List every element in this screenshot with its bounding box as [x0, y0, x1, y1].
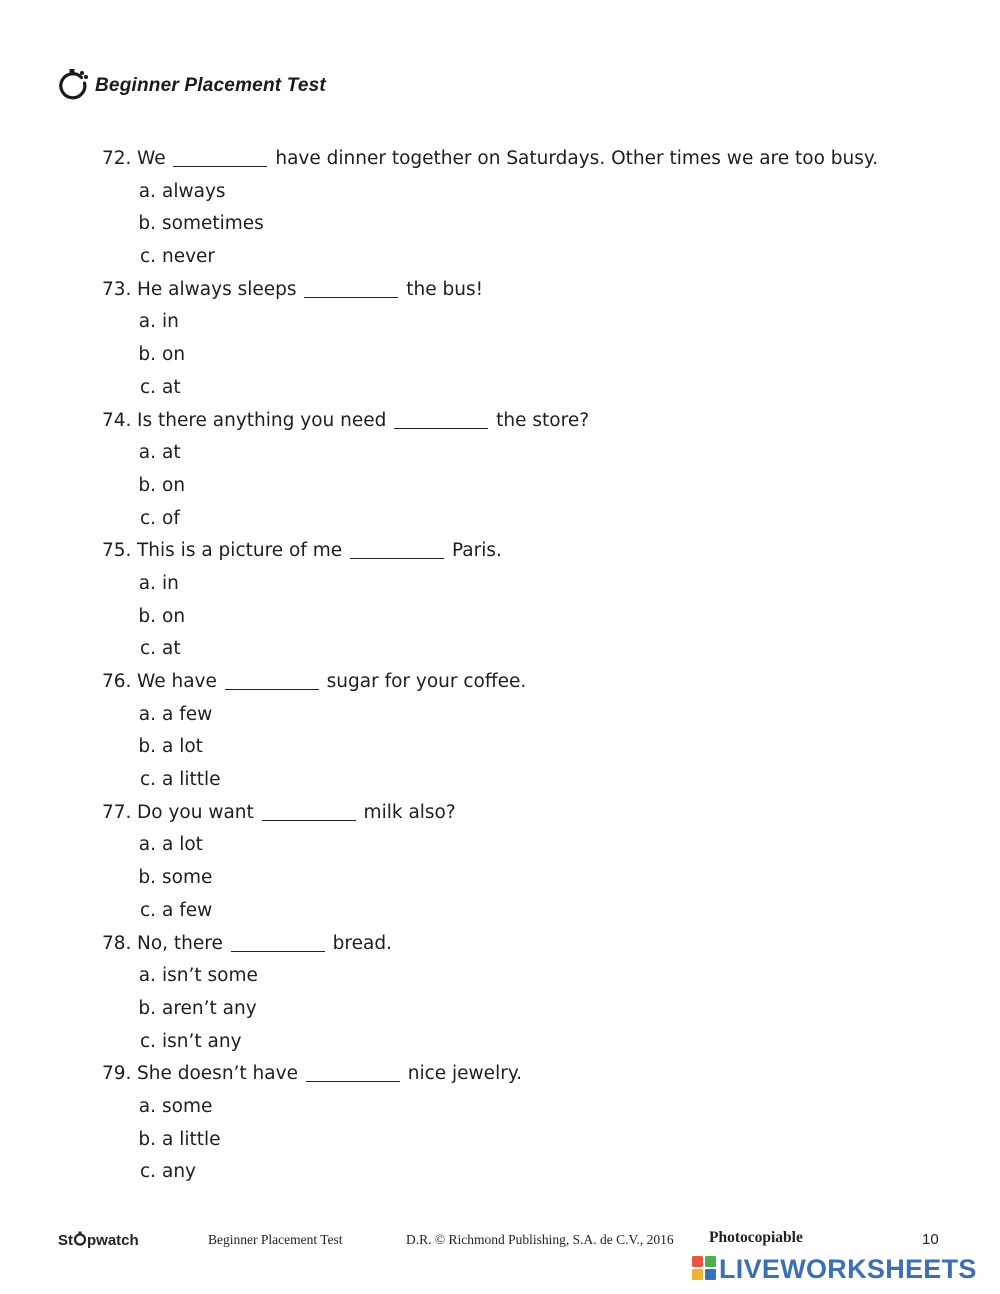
question-text-after: sugar for your coffee. [326, 671, 527, 692]
option-7-2 [102, 1156, 962, 1189]
option-1-0 [102, 306, 962, 339]
question-text-before: We [137, 148, 166, 169]
option-4-0 [102, 699, 962, 732]
question-text-after: bread. [332, 932, 392, 954]
option-text: a little [162, 1128, 221, 1150]
option-letter: a. [138, 442, 156, 464]
question-2 [102, 405, 962, 438]
option-text: at [162, 376, 181, 398]
option-text: in [162, 572, 179, 594]
option-4-1 [102, 731, 962, 764]
question-text-after: Paris. [451, 540, 502, 562]
question-number: 74. [102, 409, 132, 431]
option-letter: c. [139, 1161, 156, 1183]
question-text-before: Is there anything you need [137, 409, 387, 431]
question-text-after: the bus! [406, 278, 484, 300]
option-6-1 [102, 993, 962, 1026]
question-number: 72. [102, 148, 132, 169]
option-letter: a. [138, 311, 156, 333]
stopwatch-logo [58, 1231, 139, 1250]
option-4-2 [102, 764, 962, 797]
option-text: a few [162, 899, 213, 921]
option-0-2 [102, 241, 962, 274]
option-letter: c. [139, 638, 156, 660]
answer-blank [394, 427, 488, 429]
option-letter: b. [138, 867, 156, 889]
option-text: never [162, 246, 216, 268]
question-text-before: He always sleeps [137, 278, 297, 300]
option-text: isn’t some [162, 965, 258, 987]
option-letter: b. [138, 605, 156, 627]
brand-text-end: pwatch [87, 1232, 139, 1249]
option-letter: b. [138, 474, 156, 496]
page-number: 10 [922, 1231, 939, 1248]
option-6-0 [102, 960, 962, 993]
option-7-1 [102, 1124, 962, 1157]
option-letter: b. [138, 213, 156, 235]
option-5-1 [102, 862, 962, 895]
question-7 [102, 1058, 962, 1091]
option-text: any [162, 1161, 197, 1183]
option-text: some [162, 867, 213, 889]
option-text: on [162, 605, 186, 627]
question-1 [102, 274, 962, 307]
question-5 [102, 797, 962, 830]
option-5-0 [102, 829, 962, 862]
page-title: Beginner Placement Test [95, 75, 326, 96]
option-letter: c. [139, 769, 156, 791]
option-letter: c. [139, 507, 156, 529]
question-text-before: She doesn’t have [137, 1063, 298, 1085]
footer-copyright: D.R. © Richmond Publishing, S.A. de C.V., 2016 [406, 1232, 674, 1247]
footer-test-name: Beginner Placement Test [208, 1232, 343, 1247]
option-2-1 [102, 470, 962, 503]
answer-blank [304, 296, 398, 298]
answer-blank [231, 950, 325, 952]
option-1-2 [102, 372, 962, 405]
question-number: 76. [102, 671, 132, 692]
option-letter: c. [139, 899, 156, 921]
option-2-2 [102, 503, 962, 536]
option-letter: b. [138, 344, 156, 366]
option-letter: a. [138, 703, 156, 725]
option-text: sometimes [162, 213, 264, 235]
question-text-before: We have [137, 671, 217, 692]
option-text: isn’t any [162, 1030, 242, 1052]
option-text: of [162, 507, 180, 529]
stopwatch-o-icon [73, 1231, 87, 1250]
question-text-after: have dinner together on Saturdays. Other times we are too busy. [275, 148, 879, 169]
option-7-0 [102, 1091, 962, 1124]
option-6-2 [102, 1026, 962, 1059]
option-letter: a. [138, 834, 156, 856]
option-0-0 [102, 176, 962, 209]
stopwatch-icon [57, 68, 89, 104]
answer-blank [225, 688, 319, 690]
option-letter: c. [139, 1030, 156, 1052]
question-6 [102, 928, 962, 961]
option-letter: c. [139, 376, 156, 398]
question-number: 77. [102, 801, 132, 823]
option-text: always [162, 180, 226, 202]
question-number: 78. [102, 932, 132, 954]
question-number: 73. [102, 278, 132, 300]
page-footer [0, 1228, 1000, 1252]
brand-text-start: St [58, 1232, 73, 1249]
option-letter: a. [138, 1095, 156, 1117]
option-text: a few [162, 703, 213, 725]
option-3-2 [102, 633, 962, 666]
option-1-1 [102, 339, 962, 372]
answer-blank [173, 165, 267, 167]
option-text: aren’t any [162, 997, 257, 1019]
question-number: 79. [102, 1063, 132, 1085]
option-letter: c. [139, 246, 156, 268]
option-2-0 [102, 437, 962, 470]
page-header [57, 68, 326, 104]
option-text: on [162, 474, 186, 496]
answer-blank [350, 557, 444, 559]
option-text: some [162, 1095, 213, 1117]
option-letter: b. [138, 1128, 156, 1150]
question-text-after: the store? [496, 409, 590, 431]
question-list [102, 143, 962, 1189]
option-0-1 [102, 208, 962, 241]
question-text-before: Do you want [137, 801, 254, 823]
option-letter: b. [138, 997, 156, 1019]
option-text: on [162, 344, 186, 366]
option-text: a little [162, 769, 221, 791]
answer-blank [262, 819, 356, 821]
liveworksheets-logo-icon [692, 1256, 716, 1284]
option-letter: a. [138, 965, 156, 987]
question-0 [102, 143, 962, 176]
option-text: in [162, 311, 179, 333]
option-3-0 [102, 568, 962, 601]
option-text: a lot [162, 834, 203, 856]
option-5-2 [102, 895, 962, 928]
question-3 [102, 535, 962, 568]
question-4 [102, 666, 962, 699]
question-number: 75. [102, 540, 132, 562]
option-letter: a. [138, 180, 156, 202]
question-text-after: milk also? [363, 801, 456, 823]
question-text-before: No, there [137, 932, 223, 954]
option-3-1 [102, 601, 962, 634]
question-text-before: This is a picture of me [137, 540, 343, 562]
liveworksheets-watermark [692, 1254, 977, 1285]
option-letter: b. [138, 736, 156, 758]
option-text: at [162, 638, 181, 660]
question-text-after: nice jewelry. [407, 1063, 523, 1085]
footer-photocopiable: Photocopiable [709, 1229, 803, 1246]
option-text: a lot [162, 736, 203, 758]
liveworksheets-text: LIVEWORKSHEETS [719, 1254, 977, 1284]
option-text: at [162, 442, 181, 464]
answer-blank [306, 1080, 400, 1082]
option-letter: a. [138, 572, 156, 594]
